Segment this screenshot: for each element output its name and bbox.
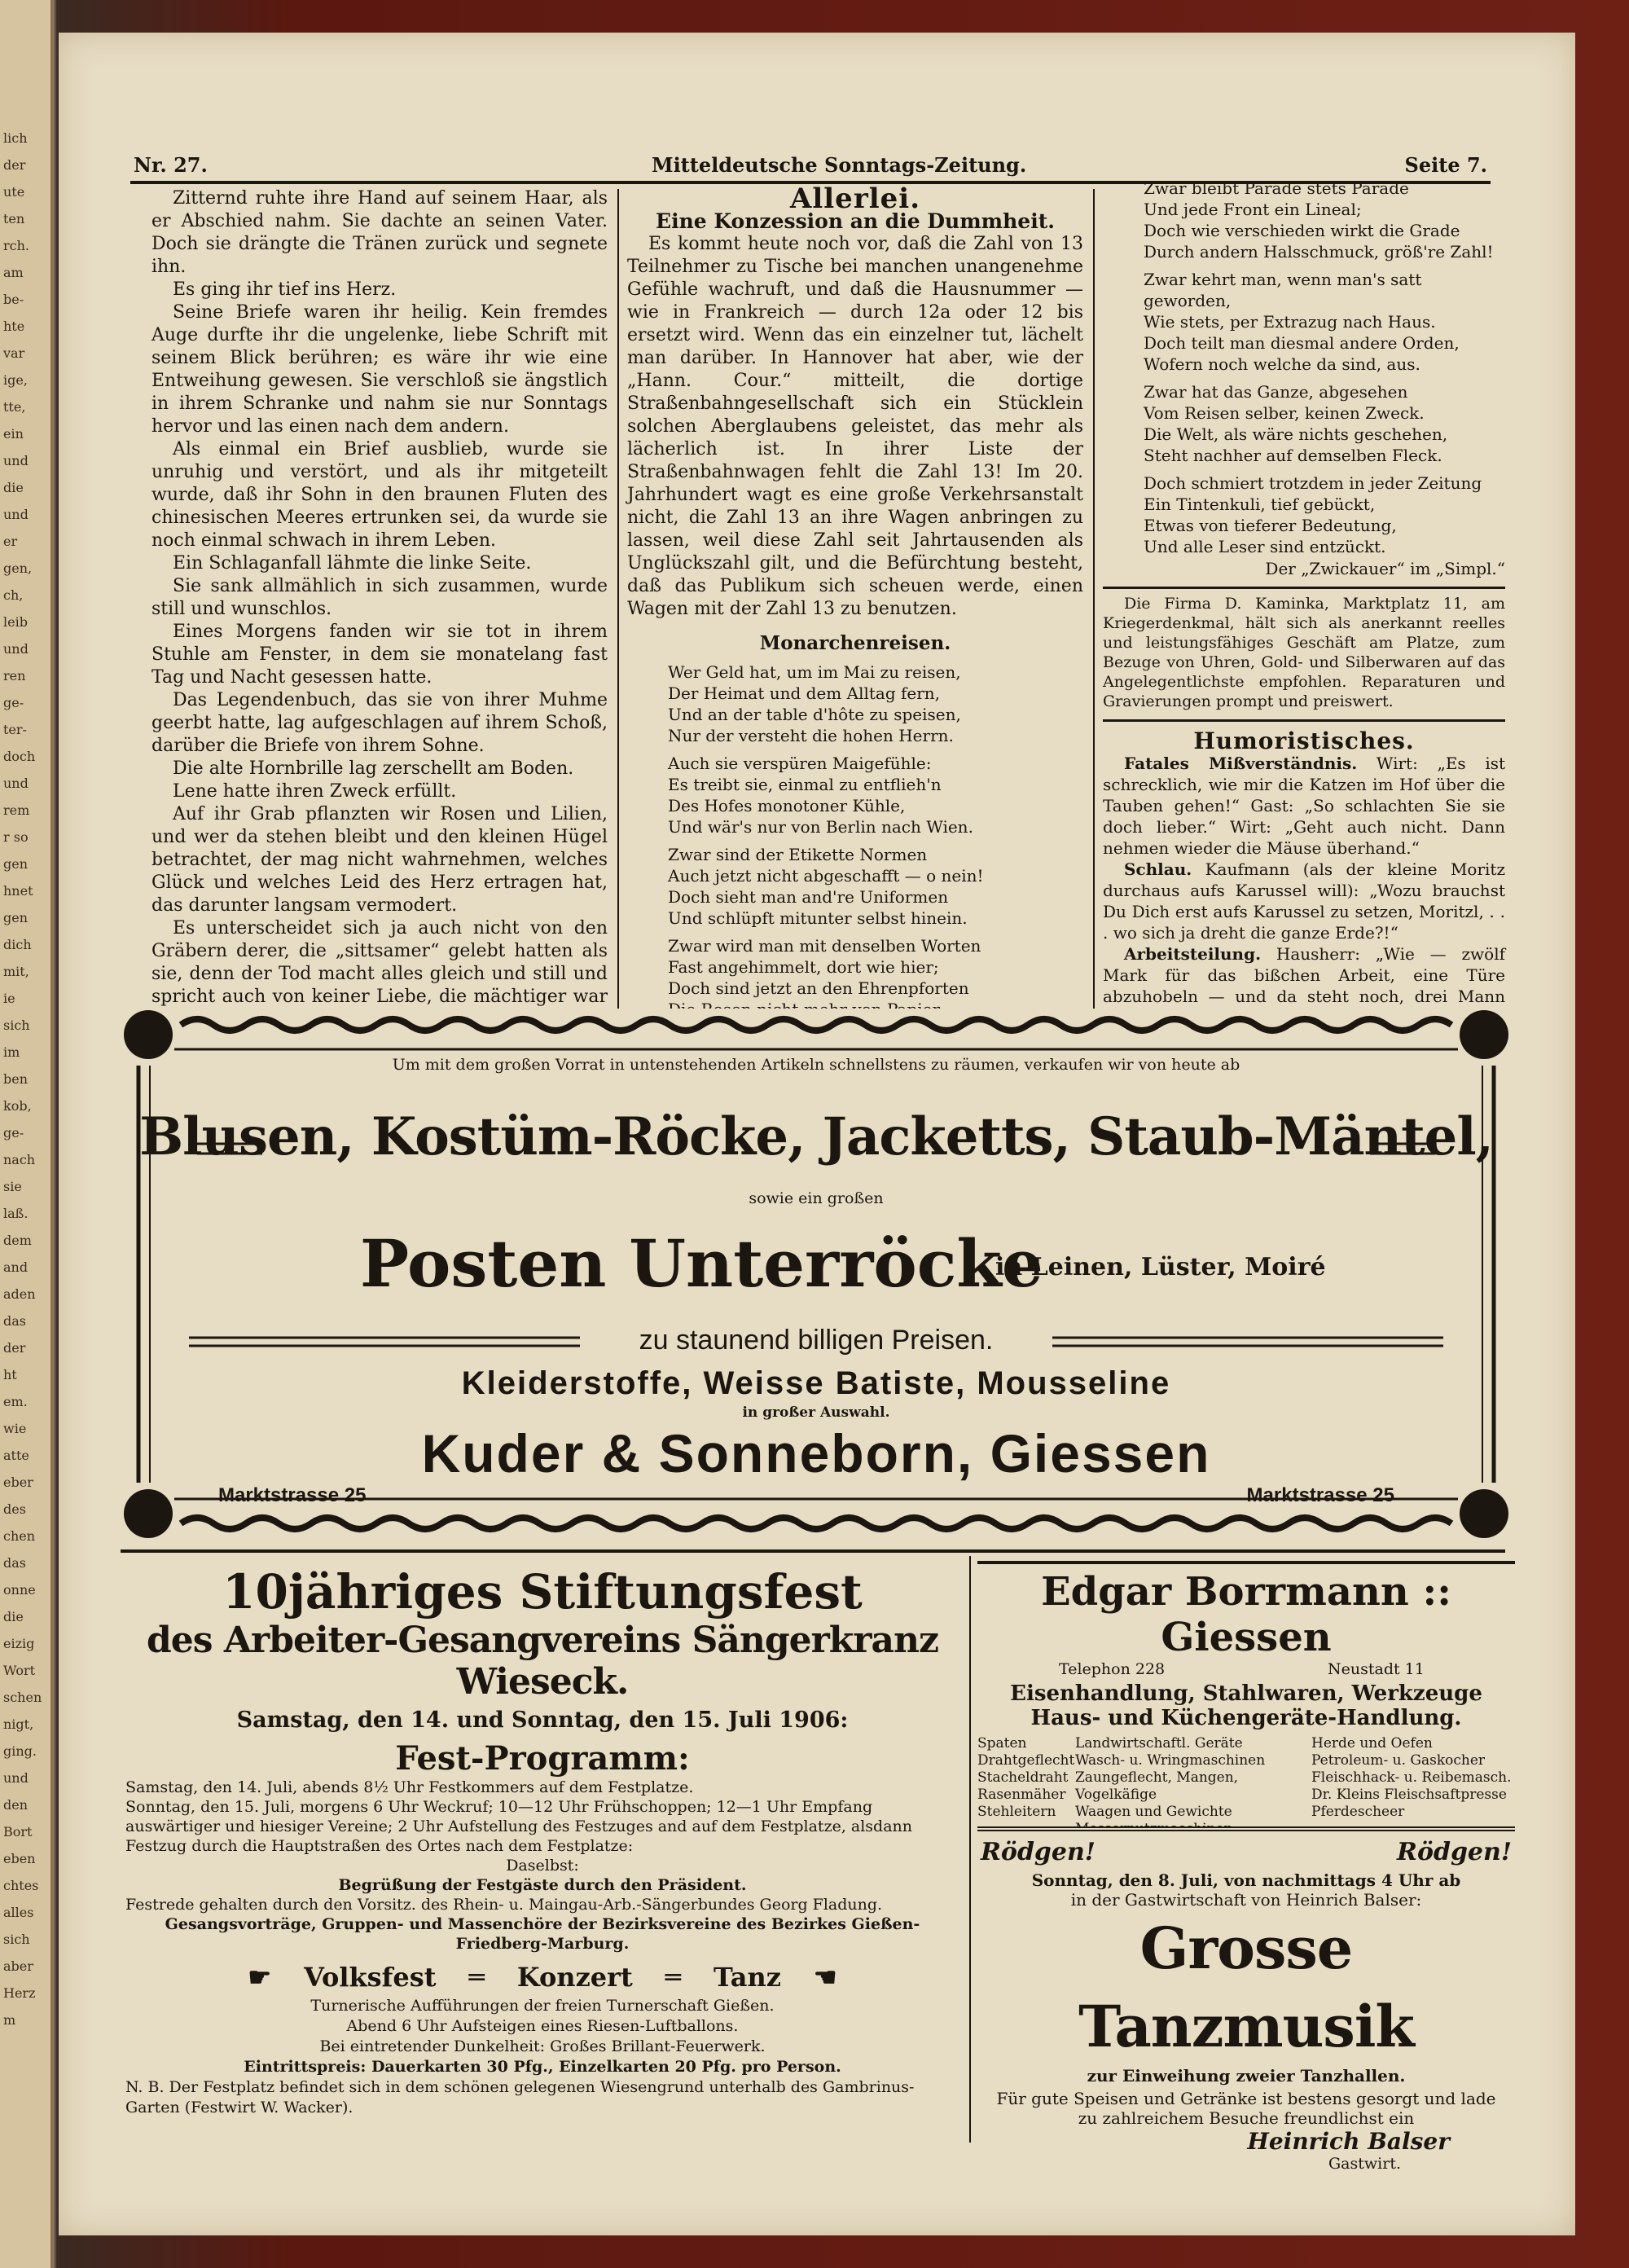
- left-page-fragment: Herz: [3, 1985, 36, 2001]
- ad-materials: in Leinen, Lüster, Moiré: [995, 1253, 1326, 1281]
- ad-roedgen: [977, 1826, 1515, 2173]
- humor-item-text: Wirt: „Es ist schrecklich, wie mir die Katzen im Hof über die Tauben gehen!“ Gast: „So schlachten Sie sie doch lieber.“ Wirt: „Geht auch nicht. Dann nehmen wieder die Mäuse überhand.“: [1103, 754, 1506, 858]
- fest-line: Sonntag, den 15. Juli, morgens 6 Uhr Weckruf; 10—12 Uhr Frühschoppen; 12—1 Uhr Empfang auswärtiger und hiesiger Vereine; 2 Uhr Aufstellung des Festzuges and auf dem Festplatze, alsdann Festzug durch die Hauptstraßen des Ortes nach dem Festplatze:: [125, 1798, 913, 1855]
- left-page-fragment: chtes: [3, 1878, 39, 1893]
- left-page-fragment: dich: [3, 937, 32, 952]
- roedgen-date: Sonntag, den 8. Juli, von nachmittags 4 Uhr ab: [1031, 1870, 1461, 1890]
- rule: [1103, 719, 1505, 722]
- borrmann-contact: [977, 1660, 1515, 1681]
- left-page-fragment: im: [3, 1044, 20, 1060]
- roedgen-right: Rödgen!: [1397, 1838, 1512, 1866]
- article-text: Es kommt heute noch vor, daß die Zahl von 13 Teilnehmer zu Tische bei manchen unangenehme Gefühle wachruft, und daß die Hausnummer — wie in Frankreich — durch 12a oder 12 bis ersetzt wird. Wenn das ein einzelner tut, lächelt man darüber. In Hannover hat aber, wie der „Hann. Cour.“ mitteilt, die dortige Straßenbahngesellschaft sich ein Stücklein solchen Aberglaubens geleistet, das mehr als lächerlich ist. In ihrer Liste der Straßenbahnwagen fehlt die Zahl 13! Im 20. Jahrhundert wagt es eine große Verkehrsanstalt nicht, die Zahl 13 an ihre Wagen anbringen zu lassen, weil diese Zahl seit Jahrtausenden als Unglückszahl gilt, und die Befürchtung besteht, daß das Publikum sich scheuen werde, einen Wagen mit der Zahl 13 zu benutzen.: [627, 234, 1083, 619]
- article-title: Eine Konzession an die Dummheit.: [656, 209, 1055, 233]
- left-page-fragment: den: [3, 1797, 29, 1813]
- goods-item: Wasch- u. Wringmaschinen: [1075, 1752, 1266, 1769]
- story-paragraph: Sie sank allmählich in sich zusammen, wurde still und wunschlos.: [151, 576, 608, 619]
- roedgen-where: in der Gastwirtschaft von Heinrich Balser:: [1070, 1890, 1422, 1910]
- roedgen-sign: Heinrich Balser: [1247, 2128, 1450, 2155]
- fest-bar-item: Tanz: [714, 1962, 781, 1993]
- page-number: Seite 7.: [1404, 153, 1487, 177]
- goods-item: Pferdescheer: [1311, 1804, 1405, 1820]
- address: Neustadt 11: [1328, 1660, 1425, 1678]
- left-page-fragment: m: [3, 2012, 16, 2028]
- verse-line: Ein Tintenkuli, tief gebückt,: [1144, 494, 1376, 514]
- fest-program: [121, 1778, 964, 1954]
- fest-line: Festrede gehalten durch den Vorsitz. des Rhein- u. Maingau-Arb.-Sängerbundes Georg Fladung.: [125, 1896, 883, 1914]
- left-page-fragment: des: [3, 1501, 26, 1517]
- left-page-fragment: Wort: [3, 1663, 36, 1678]
- left-page-fragment: ige,: [3, 372, 28, 388]
- left-page-fragment: chen: [3, 1528, 36, 1544]
- goods-item: Drahtgeflecht: [977, 1752, 1075, 1769]
- left-page-fragment: tte,: [3, 399, 26, 415]
- left-page-fragment: schen: [3, 1690, 42, 1705]
- hand-icon: ☛: [248, 1962, 272, 1993]
- humor-item-title: Schlau.: [1124, 859, 1192, 879]
- left-page-fragment: leib: [3, 614, 28, 630]
- left-page-fragment: ch,: [3, 587, 24, 603]
- left-page-fragment: gen,: [3, 560, 33, 576]
- verse-line: Doch sieht man and're Uniformen: [668, 887, 949, 907]
- humor-item-title: Fatales Mißverständnis.: [1124, 754, 1358, 773]
- stanza: [627, 935, 1083, 1020]
- ad-firm-name: Kuder & Sonneborn, Giessen: [421, 1423, 1211, 1483]
- ad-prices: zu staunend billigen Preisen.: [639, 1325, 994, 1356]
- ad-unterroecke: Posten Unterröcke: [360, 1225, 1043, 1302]
- roedgen-text: Für gute Speisen und Getränke ist bestens gesorgt und lade zu zahlreichem Besuche freundlichst ein: [996, 2089, 1496, 2128]
- story-paragraph: Eines Morgens fanden wir sie tot in ihrem Stuhle am Fenster, in dem sie monatelang fast Tag und Nacht gesessen hatte.: [151, 622, 608, 688]
- left-page-fragment: mit,: [3, 964, 29, 979]
- left-page-fragment: das: [3, 1555, 26, 1571]
- verse-line: Wer Geld hat, um im Mai zu reisen,: [668, 662, 961, 682]
- stanza: [1103, 381, 1505, 466]
- left-page-fragment: wie: [3, 1421, 27, 1436]
- story-paragraph: Lene hatte ihren Zweck erfüllt.: [173, 781, 457, 802]
- verse-line: Wie stets, per Extrazug nach Haus.: [1144, 312, 1436, 332]
- ad-borrmann: [977, 1561, 1515, 1825]
- left-page-fragment: und: [3, 1770, 29, 1786]
- fest-line: Gesangsvorträge, Gruppen- und Massenchöre der Bezirksvereine des Bezirkes Gießen-Friedberg-Marburg.: [165, 1915, 920, 1953]
- section-title: Allerlei.: [789, 182, 921, 215]
- humor-title: Humoristisches.: [1193, 727, 1415, 754]
- goods-item: Landwirtschaftl. Geräte: [1075, 1735, 1243, 1752]
- rule: [1103, 587, 1505, 589]
- story-paragraph: Die alte Hornbrille lag zerschellt am Boden.: [173, 758, 574, 779]
- left-page-fragment: alles: [3, 1905, 34, 1920]
- left-page-fragment: und: [3, 507, 29, 522]
- verse-line: Steht nachher auf demselben Fleck.: [1144, 446, 1442, 465]
- left-page-fragment: ge-: [3, 1125, 24, 1141]
- verse-line: Nur der versteht die hohen Herrn.: [668, 726, 954, 745]
- left-page-fragment: ben: [3, 1071, 29, 1087]
- fest-line: Samstag, den 14. Juli, abends 8½ Uhr Festkommers auf dem Festplatze.: [125, 1778, 694, 1796]
- roedgen-header: [977, 1838, 1515, 1870]
- goods-item: Herde und Oefen: [1311, 1735, 1433, 1752]
- left-page-fragment: var: [3, 345, 25, 361]
- humor-item-text: Kaufmann (als der kleine Moritz durchaus aufs Karussel will): „Wozu brauchst Du Dich erst aufs Karussel zu setzen, Moritzl, . . . wo sich ja dreht die ganze Erde?!“: [1103, 859, 1505, 943]
- goods-item: Fleischhack- u. Reibemasch.: [1311, 1769, 1512, 1786]
- verse-line: Doch wie verschieden wirkt die Grade: [1144, 221, 1460, 240]
- left-page-fragment: rem: [3, 802, 30, 818]
- humor-item: [1103, 753, 1505, 859]
- ad-intro: Um mit dem großen Vorrat in untenstehenden Artikeln schnellstens zu räumen, verkaufen wir von heute ab: [392, 1056, 1240, 1074]
- story-paragraph: Seine Briefe waren ihr heilig. Kein fremdes Auge durfte ihr die ungelenke, liebe Schrift mit seinem Blick berühren; es wäre ihr wie eine Entweihung gewesen. Sie verschloß sie ängstlich in ihrem Schranke und nahm sie nur Sonntags hervor und las einen nach dem andern.: [151, 302, 608, 437]
- ad-address-left: Marktstrasse 25: [218, 1484, 367, 1506]
- left-page-fragment: aden: [3, 1286, 36, 1302]
- fest-title: 10jähriges Stiftungsfest: [222, 1564, 863, 1620]
- left-page-fragment: aber: [3, 1958, 33, 1974]
- ad-selection: in großer Auswahl.: [742, 1404, 890, 1421]
- column-story: [151, 187, 608, 1031]
- left-page-fragment: doch: [3, 749, 36, 764]
- left-page-fragment: sie: [3, 1179, 22, 1194]
- poem-title: Monarchenreisen.: [759, 632, 951, 654]
- borrmann-name: Edgar Borrmann :: Giessen: [1041, 1569, 1451, 1660]
- left-page-fragment: ter-: [3, 722, 27, 737]
- verse-line: Auch jetzt nicht abgeschafft — o nein!: [668, 866, 984, 886]
- verse-line: Zwar sind der Etikette Normen: [668, 845, 928, 864]
- verse-line: Durch andern Halsschmuck, größ're Zahl!: [1144, 242, 1494, 262]
- borrmann-line1: Eisenhandlung, Stahlwaren, Werkzeuge: [1010, 1681, 1482, 1706]
- story-paragraph: Auf ihr Grab pflanzten wir Rosen und Lilien, und wer da stehen bleibt und den kleinen Hügel betrachtet, der mag nicht wahrnehmen, welches Glück und welches Leid des Herz ertragen hat, das darunter langsam vermodert.: [151, 804, 608, 916]
- ad-garments: Blusen, Kostüm-Röcke, Jacketts, Staub-Mäntel,: [139, 1106, 1493, 1167]
- left-page-fragment: r so: [3, 829, 29, 845]
- verse-line: Es treibt sie, einmal zu entflieh'n: [668, 775, 942, 794]
- ad-kuder-sonneborn: [116, 1009, 1517, 1540]
- fest-line: Daselbst:: [506, 1857, 579, 1875]
- left-page-fragment: ie: [3, 991, 15, 1006]
- roedgen-left: Rödgen!: [981, 1838, 1096, 1866]
- fest-bar-item: Konzert: [516, 1962, 633, 1993]
- left-page-fragment: and: [3, 1259, 29, 1275]
- fest-line: Turnerische Aufführungen der freien Turnerschaft Gießen.: [310, 1997, 775, 2015]
- goods-item: Zaungeflecht, Mangen, Vogelkäfige: [1075, 1769, 1239, 1803]
- ad-address-right: Marktstrasse 25: [1246, 1484, 1394, 1506]
- left-page-fragment: sich: [3, 1018, 30, 1033]
- left-page-fragment: er: [3, 534, 18, 549]
- verse-line: Die Welt, als wäre nichts geschehen,: [1144, 424, 1448, 444]
- goods-item: Stacheldraht: [977, 1769, 1069, 1786]
- left-page-fragment: ht: [3, 1367, 17, 1382]
- verse-line: Etwas von tieferer Bedeutung,: [1144, 516, 1397, 535]
- story-paragraph: Es unterscheidet sich ja auch nicht von den Gräbern derer, die „sittsamer“ gelebt hatten als sie, denn der Tod macht alles gleich und still und spricht auch von keiner Liebe, die mächtiger war: [151, 918, 608, 1007]
- verse-line: Zwar wird man mit denselben Worten: [668, 936, 981, 956]
- left-page-fragment: nach: [3, 1152, 36, 1167]
- verse-line: Und wär's nur von Berlin nach Wien.: [668, 817, 973, 837]
- left-page-fragment: Bort: [3, 1824, 33, 1839]
- goods-item: Dr. Kleins Fleischsaftpresse: [1311, 1787, 1507, 1803]
- stanza: [627, 662, 1083, 746]
- left-page-fragment: hnet: [3, 883, 33, 899]
- ad-sowie: sowie ein großen: [749, 1189, 884, 1207]
- verse-line: Fast angehimmelt, dort wie hier;: [668, 957, 939, 977]
- story-paragraph: Das Legendenbuch, das sie von ihrer Muhme geerbt hatte, lag aufgeschlagen auf ihrem Schoß, darüber die Briefe von ihrem Sohne.: [151, 690, 608, 756]
- fest-club: des Arbeiter-Gesangvereins Sängerkranz Wieseck.: [147, 1620, 938, 1703]
- paper-title: Mitteldeutsche Sonntags-Zeitung.: [652, 153, 1027, 177]
- left-page-fragment: der: [3, 1340, 26, 1356]
- fest-date: Samstag, den 14. und Sonntag, den 15. Juli 1906:: [236, 1708, 849, 1733]
- humor-item-text: Hausherr: „Wie — zwölf Mark für das bißchen Arbeit, eine Türe abzuhobeln — und da steht noch, drei Mann: [1103, 944, 1505, 1006]
- story-paragraph: Als einmal ein Brief ausblieb, wurde sie unruhig und verstört, und als ihr mitgeteilt wurde, daß ihr Sohn in den braunen Fluten des chinesischen Meeres ertrunken sei, da wurde sie noch einmal schwach in ihrem Leben.: [151, 439, 608, 551]
- left-page-fragment: lich: [3, 130, 28, 146]
- left-page-fragment: gen: [3, 856, 29, 872]
- story-paragraph: Ein Schlaganfall lähmte die linke Seite.: [173, 553, 532, 574]
- left-page-fragment: eber: [3, 1475, 33, 1490]
- stanza: [1103, 472, 1505, 557]
- left-page-edge: [0, 0, 53, 2268]
- verse-line: Zwar kehrt man, wenn man's satt geworden,: [1144, 270, 1422, 310]
- column-humor: [1103, 176, 1505, 1092]
- stanza: [627, 753, 1083, 837]
- left-page-fragment: sich: [3, 1932, 30, 1947]
- verse-line: Zwar bleibt Parade stets Parade: [1144, 178, 1409, 198]
- fest-bar: [121, 1962, 964, 1993]
- story-paragraph: Es ging ihr tief ins Herz.: [173, 279, 397, 300]
- roedgen-sign-title: Gastwirt.: [1328, 2155, 1401, 2173]
- borrmann-line2: Haus- und Küchengeräte-Handlung.: [1030, 1706, 1462, 1730]
- left-page-fragment: die: [3, 1609, 24, 1624]
- telephone: Telephon 228: [1059, 1660, 1166, 1678]
- issue-number: Nr. 27.: [134, 153, 208, 177]
- left-page-fragment: eizig: [3, 1636, 35, 1651]
- goods-item: Rasenmäher: [977, 1787, 1066, 1803]
- left-page-fragment: ute: [3, 184, 25, 200]
- left-page-fragment: hte: [3, 319, 25, 334]
- verse-line: Und jede Front ein Lineal;: [1144, 200, 1362, 219]
- verse-line: Und schlüpft mitunter selbst hinein.: [668, 908, 968, 928]
- left-page-fragment: und: [3, 641, 29, 657]
- column-rule: [969, 1556, 971, 2143]
- verse-line: Wofern noch welche da sind, aus.: [1144, 354, 1420, 374]
- left-page-fragment: eben: [3, 1851, 36, 1866]
- fest-line: N. B. Der Festplatz befindet sich in dem schönen gelegenen Wiesengrund unterhalb des Gambrinus-Garten (Festwirt W. Wacker).: [125, 2078, 915, 2116]
- verse-line: Und alle Leser sind entzückt.: [1144, 537, 1386, 556]
- hand-icon: ☚: [813, 1962, 837, 1993]
- ad-stiftungsfest: [121, 1556, 964, 2143]
- verse-line: Und an der table d'hôte zu speisen,: [668, 705, 961, 724]
- verse-line: Doch sind jetzt an den Ehrenpforten: [668, 978, 969, 998]
- goods-item: Stehleitern: [977, 1804, 1056, 1820]
- left-page-fragment: die: [3, 480, 24, 495]
- left-page-fragment: be-: [3, 292, 24, 307]
- fest-line: Bei eintretender Dunkelheit: Großes Brillant-Feuerwerk.: [319, 2037, 766, 2055]
- verse-line: Auch sie verspüren Maigefühle:: [668, 754, 932, 773]
- poem-source: Der „Zwickauer“ im „Simpl.“: [1265, 559, 1505, 578]
- left-page-fragment: em.: [3, 1394, 28, 1409]
- left-page-fragment: ren: [3, 668, 26, 683]
- left-page-fragment: nigt,: [3, 1716, 34, 1732]
- goods-item: Spaten: [977, 1735, 1027, 1752]
- left-page-fragment: am: [3, 265, 24, 280]
- divider: ═: [665, 1962, 681, 1993]
- column-allerlei: [627, 182, 1083, 1020]
- left-page-fragment: dem: [3, 1233, 32, 1248]
- left-page-fragment: und: [3, 776, 29, 791]
- rule: [121, 1549, 1505, 1553]
- verse-line: Doch teilt man diesmal andere Orden,: [1144, 333, 1460, 353]
- stanza: [1103, 269, 1505, 375]
- goods-item: Waagen und Gewichte: [1075, 1804, 1232, 1820]
- fest-program-title: Fest-Programm:: [395, 1739, 690, 1778]
- stanza: [627, 844, 1083, 929]
- column-rule: [1093, 189, 1095, 1024]
- verse-line: Vom Reisen selber, keinen Zweck.: [1144, 403, 1425, 423]
- verse-line: Der Heimat und dem Alltag fern,: [668, 683, 941, 703]
- stanza: [1103, 178, 1505, 262]
- poem-continued: [1103, 178, 1505, 557]
- humor-item: [1103, 859, 1505, 943]
- divider: ═: [468, 1962, 485, 1993]
- poem: [627, 662, 1083, 1020]
- fest-program-extra: [121, 1996, 964, 2118]
- goods-item: Petroleum- u. Gaskocher: [1311, 1752, 1486, 1769]
- kaminka-notice: Die Firma D. Kaminka, Marktplatz 11, am Kriegerdenkmal, hält sich als anerkannt reelles und leistungsfähiges Geschäft am Platze, zum Bezuge von Uhren, Gold- und Silberwaren auf das Angelegentlichste empfohlen. Reparaturen und Gravierungen prompt und preiswert.: [1103, 595, 1505, 710]
- left-page-fragment: ten: [3, 211, 25, 226]
- left-page-fragment: ein: [3, 426, 24, 442]
- verse-line: Doch schmiert trotzdem in jeder Zeitung: [1144, 473, 1482, 493]
- fest-line: Abend 6 Uhr Aufsteigen eines Riesen-Luftballons.: [346, 2017, 739, 2035]
- left-page-fragment: onne: [3, 1582, 36, 1598]
- story-paragraph: Zitternd ruhte ihre Hand auf seinem Haar, als er Abschied nahm. Sie dachte an seinen Vater. Doch sie drängte die Tränen zurück und segnete ihn.: [151, 188, 608, 277]
- left-page-fragment: und: [3, 453, 29, 468]
- fest-bar-item: Volksfest: [304, 1962, 437, 1993]
- left-page-fragment: gen: [3, 910, 29, 925]
- left-page-fragment: ging.: [3, 1743, 37, 1759]
- roedgen-reason: zur Einweihung zweier Tanzhallen.: [1087, 2066, 1406, 2086]
- fest-line: Eintrittspreis: Dauerkarten 30 Pfg., Einzelkarten 20 Pfg. pro Person.: [244, 2058, 841, 2076]
- ad-fabrics: Kleiderstoffe, Weisse Batiste, Mousseline: [461, 1365, 1171, 1401]
- left-page-fragment: das: [3, 1313, 26, 1329]
- left-page-fragment: der: [3, 157, 26, 173]
- left-page-fragment: ge-: [3, 695, 24, 710]
- left-page-fragment: kob,: [3, 1098, 32, 1114]
- verse-line: Zwar hat das Ganze, abgesehen: [1144, 382, 1408, 402]
- left-page-fragment: rch.: [3, 238, 29, 253]
- humor-item-title: Arbeitsteilung.: [1124, 944, 1262, 964]
- column-rule: [617, 189, 619, 1024]
- left-page-fragment: atte: [3, 1448, 29, 1463]
- left-page-fragment: laß.: [3, 1206, 29, 1221]
- fest-line: Begrüßung der Festgäste durch den Präsident.: [338, 1876, 747, 1894]
- newspaper-page: [59, 33, 1575, 2235]
- roedgen-title: Grosse Tanzmusik: [1078, 1914, 1414, 2060]
- verse-line: Des Hofes monotoner Kühle,: [668, 796, 906, 815]
